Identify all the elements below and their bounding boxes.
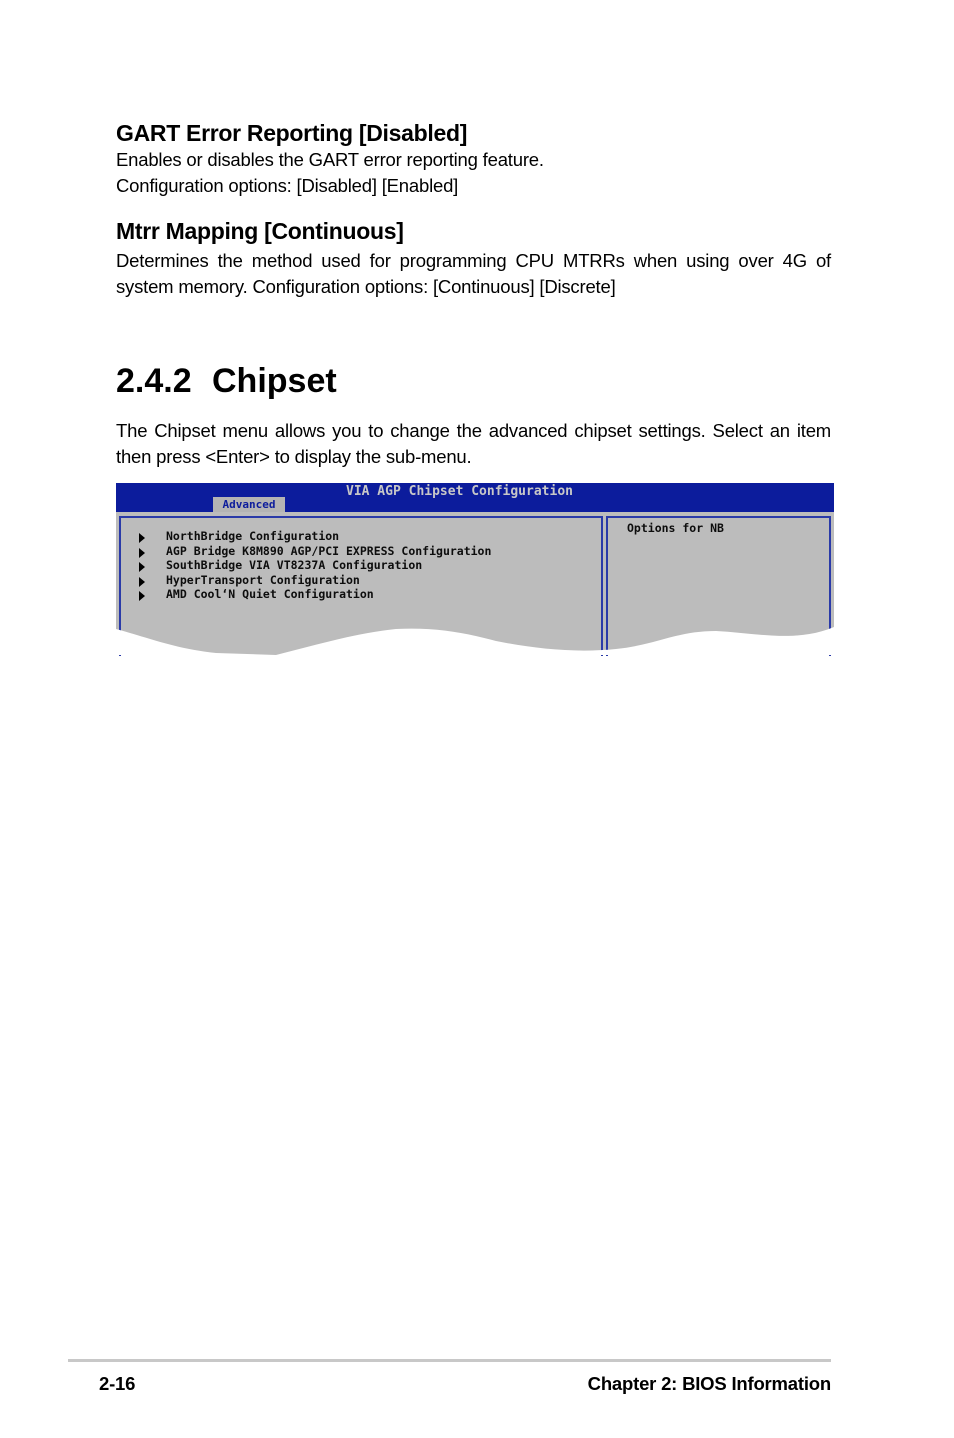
bios-menu-item-hypertransport[interactable] xyxy=(138,573,491,588)
gart-description: Enables or disables the GART error reporting feature. xyxy=(116,149,544,170)
bios-menu-item-agp-bridge[interactable] xyxy=(138,544,491,559)
submenu-arrow-icon xyxy=(139,533,145,543)
bios-tab-advanced[interactable]: Advanced xyxy=(213,497,285,512)
submenu-arrow-icon xyxy=(139,577,145,587)
bios-menu-list xyxy=(138,529,491,602)
bios-help-text: Options for NB xyxy=(627,521,724,535)
mtrr-description: Determines the method used for programming CPU MTRRs when using over 4G of system memory. Configuration options: [Continuous] [Discrete] xyxy=(116,250,831,297)
section-intro: The Chipset menu allows you to change the advanced chipset settings. Select an item then press <Enter> to display the sub-menu. xyxy=(116,420,831,467)
submenu-arrow-icon xyxy=(139,562,145,572)
gart-heading: GART Error Reporting [Disabled] xyxy=(116,120,468,146)
bios-menu-item-northbridge[interactable] xyxy=(138,529,491,544)
bios-menu-item-cool-n-quiet[interactable] xyxy=(138,587,491,602)
page-number: 2-16 xyxy=(99,1373,136,1394)
bios-screen-title: VIA AGP Chipset Configuration xyxy=(346,484,573,499)
gart-options: Configuration options: [Disabled] [Enabled] xyxy=(116,175,459,196)
bios-menu-item-label: AGP Bridge K8M890 AGP/PCI EXPRESS Configuration xyxy=(166,543,492,558)
mtrr-heading: Mtrr Mapping [Continuous] xyxy=(116,218,404,244)
chapter-label: Chapter 2: BIOS Information xyxy=(587,1373,831,1394)
torn-edge-decoration xyxy=(116,619,834,655)
bios-menu-item-label: HyperTransport Configuration xyxy=(166,572,360,587)
bios-screenshot xyxy=(116,483,834,655)
bios-menu-item-label: SouthBridge VIA VT8237A Configuration xyxy=(166,558,423,572)
section-heading xyxy=(116,362,337,401)
submenu-arrow-icon xyxy=(139,548,145,558)
section-number: 2.4.2 xyxy=(116,362,192,400)
footer-rule xyxy=(68,1359,831,1362)
section-title: Chipset xyxy=(212,362,337,400)
submenu-arrow-icon xyxy=(139,591,145,601)
bios-menu-item-southbridge[interactable] xyxy=(138,558,491,573)
bios-menu-item-label: NorthBridge Configuration xyxy=(166,529,340,543)
bios-menu-item-label: AMD Cool‘N Quiet Configuration xyxy=(166,587,374,601)
